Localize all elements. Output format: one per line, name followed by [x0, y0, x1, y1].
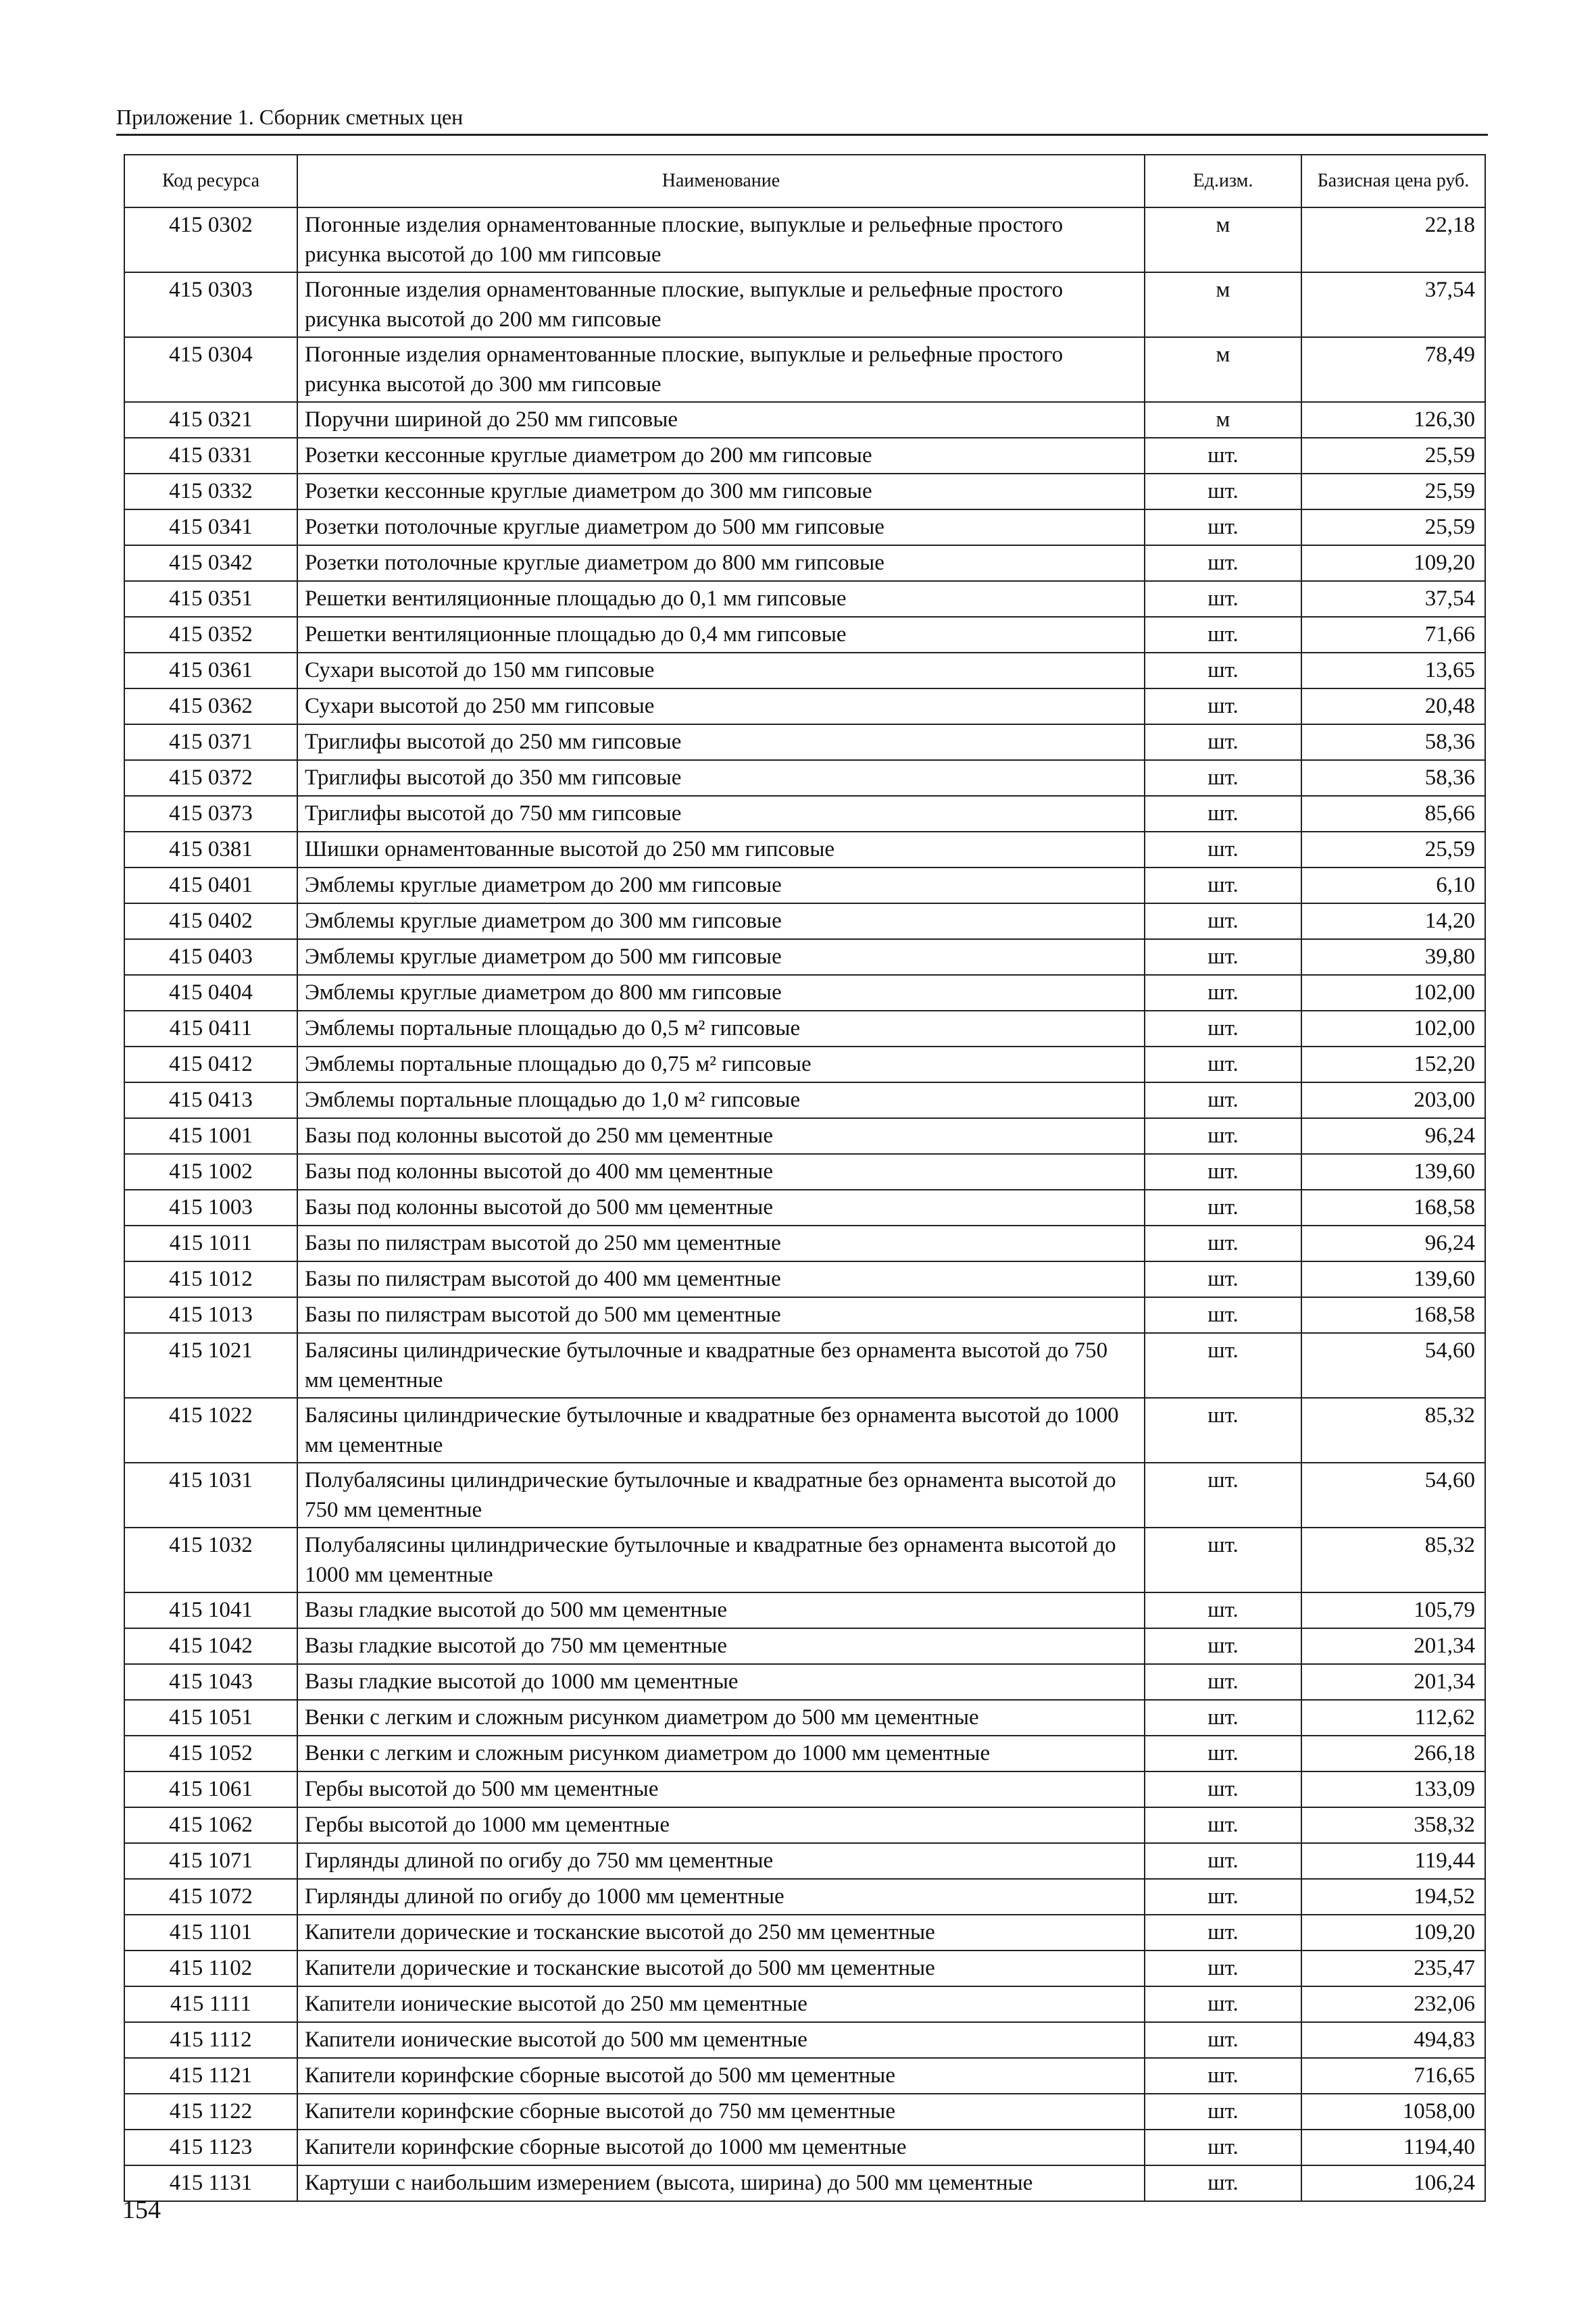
item-name: Розетки кессонные круглые диаметром до 300 мм гипсовые: [297, 474, 1145, 509]
base-price: 58,36: [1301, 760, 1485, 796]
resource-code: 415 0372: [124, 760, 297, 796]
item-name: Гербы высотой до 1000 мм цементные: [297, 1807, 1145, 1843]
price-table: [124, 154, 1486, 2202]
resource-code: 415 1021: [124, 1333, 297, 1398]
item-name: Вазы гладкие высотой до 500 мм цементные: [297, 1592, 1145, 1628]
resource-code: 415 1123: [124, 2130, 297, 2165]
base-price: 13,65: [1301, 653, 1485, 688]
unit: шт.: [1145, 939, 1301, 975]
base-price: 194,52: [1301, 1879, 1485, 1915]
base-price: 201,34: [1301, 1664, 1485, 1700]
base-price: 235,47: [1301, 1951, 1485, 1986]
resource-code: 415 1062: [124, 1807, 297, 1843]
unit: шт.: [1145, 2058, 1301, 2094]
resource-code: 415 1131: [124, 2165, 297, 2201]
table-row: [124, 760, 1485, 796]
resource-code: 415 0361: [124, 653, 297, 688]
unit: шт.: [1145, 1951, 1301, 1986]
item-name: Эмблемы круглые диаметром до 500 мм гипсовые: [297, 939, 1145, 975]
base-price: 54,60: [1301, 1463, 1485, 1528]
unit: шт.: [1145, 1528, 1301, 1592]
table-row: [124, 2022, 1485, 2058]
table-row: [124, 581, 1485, 617]
unit: шт.: [1145, 1879, 1301, 1915]
base-price: 78,49: [1301, 337, 1485, 402]
item-name: Базы под колонны высотой до 400 мм цементные: [297, 1154, 1145, 1190]
table-row: [124, 402, 1485, 438]
column-header-code: Код ресурса: [124, 155, 297, 207]
unit: шт.: [1145, 1700, 1301, 1736]
resource-code: 415 0341: [124, 509, 297, 545]
table-row: [124, 2058, 1485, 2094]
unit: шт.: [1145, 1398, 1301, 1463]
unit: шт.: [1145, 2094, 1301, 2130]
base-price: 25,59: [1301, 509, 1485, 545]
resource-code: 415 0371: [124, 724, 297, 760]
resource-code: 415 1112: [124, 2022, 297, 2058]
resource-code: 415 1013: [124, 1297, 297, 1333]
base-price: 203,00: [1301, 1082, 1485, 1118]
base-price: 85,66: [1301, 796, 1485, 832]
unit: шт.: [1145, 1843, 1301, 1879]
table-row: [124, 867, 1485, 903]
resource-code: 415 1052: [124, 1736, 297, 1771]
item-name: Балясины цилиндрические бутылочные и квадратные без орнамента высотой до 1000 мм цементные: [297, 1398, 1145, 1463]
base-price: 25,59: [1301, 832, 1485, 867]
unit: шт.: [1145, 1297, 1301, 1333]
unit: шт.: [1145, 581, 1301, 617]
unit: шт.: [1145, 2022, 1301, 2058]
unit: шт.: [1145, 1628, 1301, 1664]
base-price: 54,60: [1301, 1333, 1485, 1398]
unit: шт.: [1145, 509, 1301, 545]
item-name: Триглифы высотой до 750 мм гипсовые: [297, 796, 1145, 832]
table-row: [124, 1592, 1485, 1628]
item-name: Погонные изделия орнаментованные плоские, выпуклые и рельефные простого рисунка высотой до 200 мм гипсовые: [297, 272, 1145, 337]
table-row: [124, 1154, 1485, 1190]
resource-code: 415 0303: [124, 272, 297, 337]
unit: шт.: [1145, 1736, 1301, 1771]
unit: шт.: [1145, 1190, 1301, 1226]
resource-code: 415 0351: [124, 581, 297, 617]
item-name: Капители коринфские сборные высотой до 1000 мм цементные: [297, 2130, 1145, 2165]
base-price: 201,34: [1301, 1628, 1485, 1664]
table-row: [124, 1807, 1485, 1843]
table-row: [124, 1190, 1485, 1226]
base-price: 133,09: [1301, 1771, 1485, 1807]
column-header-unit: Ед.изм.: [1145, 155, 1301, 207]
item-name: Решетки вентиляционные площадью до 0,4 мм гипсовые: [297, 617, 1145, 653]
base-price: 22,18: [1301, 207, 1485, 272]
table-row: [124, 2094, 1485, 2130]
item-name: Базы по пилястрам высотой до 500 мм цементные: [297, 1297, 1145, 1333]
unit: шт.: [1145, 474, 1301, 509]
table-row: [124, 2165, 1485, 2201]
unit: шт.: [1145, 1771, 1301, 1807]
table-row: [124, 1771, 1485, 1807]
item-name: Полубалясины цилиндрические бутылочные и квадратные без орнамента высотой до 1000 мм цементные: [297, 1528, 1145, 1592]
table-row: [124, 1333, 1485, 1398]
item-name: Венки с легким и сложным рисунком диаметром до 500 мм цементные: [297, 1700, 1145, 1736]
unit: шт.: [1145, 1807, 1301, 1843]
item-name: Базы под колонны высотой до 500 мм цементные: [297, 1190, 1145, 1226]
base-price: 119,44: [1301, 1843, 1485, 1879]
table-row: [124, 724, 1485, 760]
resource-code: 415 0412: [124, 1047, 297, 1082]
base-price: 494,83: [1301, 2022, 1485, 2058]
unit: шт.: [1145, 1592, 1301, 1628]
item-name: Базы по пилястрам высотой до 400 мм цементные: [297, 1261, 1145, 1297]
base-price: 139,60: [1301, 1261, 1485, 1297]
resource-code: 415 0403: [124, 939, 297, 975]
item-name: Полубалясины цилиндрические бутылочные и квадратные без орнамента высотой до 750 мм цементные: [297, 1463, 1145, 1528]
item-name: Капители ионические высотой до 500 мм цементные: [297, 2022, 1145, 2058]
item-name: Гербы высотой до 500 мм цементные: [297, 1771, 1145, 1807]
column-header-price: Базисная цена руб.: [1301, 155, 1485, 207]
resource-code: 415 0404: [124, 975, 297, 1011]
base-price: 20,48: [1301, 688, 1485, 724]
table-body: [124, 207, 1485, 2201]
base-price: 58,36: [1301, 724, 1485, 760]
table-header-row: [124, 155, 1485, 207]
base-price: 37,54: [1301, 581, 1485, 617]
item-name: Картуши с наибольшим измерением (высота, ширина) до 500 мм цементные: [297, 2165, 1145, 2201]
item-name: Гирлянды длиной по огибу до 1000 мм цементные: [297, 1879, 1145, 1915]
item-name: Розетки потолочные круглые диаметром до 500 мм гипсовые: [297, 509, 1145, 545]
item-name: Шишки орнаментованные высотой до 250 мм гипсовые: [297, 832, 1145, 867]
resource-code: 415 1111: [124, 1986, 297, 2022]
table-row: [124, 272, 1485, 337]
unit: шт.: [1145, 545, 1301, 581]
base-price: 37,54: [1301, 272, 1485, 337]
table-row: [124, 688, 1485, 724]
item-name: Венки с легким и сложным рисунком диаметром до 1000 мм цементные: [297, 1736, 1145, 1771]
unit: шт.: [1145, 760, 1301, 796]
resource-code: 415 0411: [124, 1011, 297, 1047]
table-row: [124, 653, 1485, 688]
base-price: 109,20: [1301, 1915, 1485, 1951]
unit: шт.: [1145, 1986, 1301, 2022]
item-name: Базы под колонны высотой до 250 мм цементные: [297, 1118, 1145, 1154]
table-row: [124, 1628, 1485, 1664]
resource-code: 415 1102: [124, 1951, 297, 1986]
item-name: Вазы гладкие высотой до 1000 мм цементные: [297, 1664, 1145, 1700]
table-row: [124, 1463, 1485, 1528]
unit: шт.: [1145, 1226, 1301, 1261]
base-price: 71,66: [1301, 617, 1485, 653]
table-row: [124, 1297, 1485, 1333]
base-price: 139,60: [1301, 1154, 1485, 1190]
table-row: [124, 903, 1485, 939]
item-name: Поручни шириной до 250 мм гипсовые: [297, 402, 1145, 438]
table-row: [124, 545, 1485, 581]
unit: шт.: [1145, 2165, 1301, 2201]
base-price: 102,00: [1301, 1011, 1485, 1047]
table-row: [124, 1879, 1485, 1915]
base-price: 102,00: [1301, 975, 1485, 1011]
resource-code: 415 1101: [124, 1915, 297, 1951]
base-price: 168,58: [1301, 1297, 1485, 1333]
item-name: Эмблемы портальные площадью до 0,75 м² гипсовые: [297, 1047, 1145, 1082]
table-row: [124, 509, 1485, 545]
table-row: [124, 1951, 1485, 1986]
resource-code: 415 0302: [124, 207, 297, 272]
unit: шт.: [1145, 1154, 1301, 1190]
item-name: Сухари высотой до 150 мм гипсовые: [297, 653, 1145, 688]
unit: шт.: [1145, 796, 1301, 832]
resource-code: 415 1003: [124, 1190, 297, 1226]
table-row: [124, 2130, 1485, 2165]
base-price: 106,24: [1301, 2165, 1485, 2201]
page-header: Приложение 1. Сборник сметных цен: [116, 101, 1488, 136]
base-price: 266,18: [1301, 1736, 1485, 1771]
unit: шт.: [1145, 1082, 1301, 1118]
base-price: 96,24: [1301, 1226, 1485, 1261]
item-name: Капители дорические и тосканские высотой до 250 мм цементные: [297, 1915, 1145, 1951]
base-price: 85,32: [1301, 1528, 1485, 1592]
unit: м: [1145, 402, 1301, 438]
table-row: [124, 796, 1485, 832]
base-price: 85,32: [1301, 1398, 1485, 1463]
item-name: Капители дорические и тосканские высотой до 500 мм цементные: [297, 1951, 1145, 1986]
item-name: Сухари высотой до 250 мм гипсовые: [297, 688, 1145, 724]
unit: шт.: [1145, 617, 1301, 653]
table-row: [124, 1700, 1485, 1736]
resource-code: 415 0331: [124, 438, 297, 474]
table-row: [124, 1047, 1485, 1082]
unit: шт.: [1145, 975, 1301, 1011]
base-price: 25,59: [1301, 474, 1485, 509]
base-price: 232,06: [1301, 1986, 1485, 2022]
unit: м: [1145, 207, 1301, 272]
resource-code: 415 1122: [124, 2094, 297, 2130]
table-row: [124, 1082, 1485, 1118]
item-name: Триглифы высотой до 350 мм гипсовые: [297, 760, 1145, 796]
unit: шт.: [1145, 1261, 1301, 1297]
table-row: [124, 1843, 1485, 1879]
resource-code: 415 1031: [124, 1463, 297, 1528]
resource-code: 415 1042: [124, 1628, 297, 1664]
item-name: Вазы гладкие высотой до 750 мм цементные: [297, 1628, 1145, 1664]
table-row: [124, 1528, 1485, 1592]
item-name: Розетки потолочные круглые диаметром до 800 мм гипсовые: [297, 545, 1145, 581]
unit: м: [1145, 272, 1301, 337]
unit: шт.: [1145, 832, 1301, 867]
resource-code: 415 0321: [124, 402, 297, 438]
base-price: 358,32: [1301, 1807, 1485, 1843]
unit: м: [1145, 337, 1301, 402]
resource-code: 415 0332: [124, 474, 297, 509]
table-row: [124, 1226, 1485, 1261]
base-price: 14,20: [1301, 903, 1485, 939]
resource-code: 415 0352: [124, 617, 297, 653]
item-name: Капители коринфские сборные высотой до 500 мм цементные: [297, 2058, 1145, 2094]
item-name: Розетки кессонные круглые диаметром до 200 мм гипсовые: [297, 438, 1145, 474]
unit: шт.: [1145, 1011, 1301, 1047]
unit: шт.: [1145, 1664, 1301, 1700]
table-row: [124, 832, 1485, 867]
item-name: Базы по пилястрам высотой до 250 мм цементные: [297, 1226, 1145, 1261]
table-row: [124, 1915, 1485, 1951]
resource-code: 415 1012: [124, 1261, 297, 1297]
unit: шт.: [1145, 1047, 1301, 1082]
table-row: [124, 939, 1485, 975]
item-name: Эмблемы круглые диаметром до 200 мм гипсовые: [297, 867, 1145, 903]
unit: шт.: [1145, 903, 1301, 939]
table-row: [124, 1986, 1485, 2022]
resource-code: 415 1061: [124, 1771, 297, 1807]
table-row: [124, 617, 1485, 653]
resource-code: 415 0362: [124, 688, 297, 724]
resource-code: 415 1032: [124, 1528, 297, 1592]
base-price: 39,80: [1301, 939, 1485, 975]
unit: шт.: [1145, 1118, 1301, 1154]
base-price: 126,30: [1301, 402, 1485, 438]
resource-code: 415 0304: [124, 337, 297, 402]
table-row: [124, 1118, 1485, 1154]
resource-code: 415 1071: [124, 1843, 297, 1879]
item-name: Капители ионические высотой до 250 мм цементные: [297, 1986, 1145, 2022]
resource-code: 415 0401: [124, 867, 297, 903]
table-row: [124, 975, 1485, 1011]
table-row: [124, 1664, 1485, 1700]
base-price: 109,20: [1301, 545, 1485, 581]
table-row: [124, 474, 1485, 509]
item-name: Балясины цилиндрические бутылочные и квадратные без орнамента высотой до 750 мм цементные: [297, 1333, 1145, 1398]
unit: шт.: [1145, 688, 1301, 724]
resource-code: 415 1121: [124, 2058, 297, 2094]
resource-code: 415 0413: [124, 1082, 297, 1118]
table-row: [124, 1736, 1485, 1771]
table-row: [124, 1261, 1485, 1297]
item-name: Эмблемы круглые диаметром до 800 мм гипсовые: [297, 975, 1145, 1011]
item-name: Эмблемы круглые диаметром до 300 мм гипсовые: [297, 903, 1145, 939]
resource-code: 415 1072: [124, 1879, 297, 1915]
base-price: 112,62: [1301, 1700, 1485, 1736]
item-name: Погонные изделия орнаментованные плоские, выпуклые и рельефные простого рисунка высотой до 300 мм гипсовые: [297, 337, 1145, 402]
page-number: 154: [122, 2196, 161, 2224]
table-row: [124, 337, 1485, 402]
resource-code: 415 0373: [124, 796, 297, 832]
item-name: Капители коринфские сборные высотой до 750 мм цементные: [297, 2094, 1145, 2130]
item-name: Эмблемы портальные площадью до 1,0 м² гипсовые: [297, 1082, 1145, 1118]
unit: шт.: [1145, 438, 1301, 474]
unit: шт.: [1145, 867, 1301, 903]
base-price: 168,58: [1301, 1190, 1485, 1226]
base-price: 105,79: [1301, 1592, 1485, 1628]
column-header-name: Наименование: [297, 155, 1145, 207]
unit: шт.: [1145, 724, 1301, 760]
resource-code: 415 1022: [124, 1398, 297, 1463]
table-row: [124, 438, 1485, 474]
resource-code: 415 1041: [124, 1592, 297, 1628]
base-price: 152,20: [1301, 1047, 1485, 1082]
base-price: 96,24: [1301, 1118, 1485, 1154]
item-name: Эмблемы портальные площадью до 0,5 м² гипсовые: [297, 1011, 1145, 1047]
resource-code: 415 0381: [124, 832, 297, 867]
item-name: Погонные изделия орнаментованные плоские, выпуклые и рельефные простого рисунка высотой до 100 мм гипсовые: [297, 207, 1145, 272]
table-row: [124, 207, 1485, 272]
resource-code: 415 0402: [124, 903, 297, 939]
base-price: 716,65: [1301, 2058, 1485, 2094]
unit: шт.: [1145, 1915, 1301, 1951]
resource-code: 415 1011: [124, 1226, 297, 1261]
base-price: 25,59: [1301, 438, 1485, 474]
unit: шт.: [1145, 2130, 1301, 2165]
base-price: 1058,00: [1301, 2094, 1485, 2130]
base-price: 6,10: [1301, 867, 1485, 903]
resource-code: 415 1002: [124, 1154, 297, 1190]
resource-code: 415 1001: [124, 1118, 297, 1154]
base-price: 1194,40: [1301, 2130, 1485, 2165]
resource-code: 415 1043: [124, 1664, 297, 1700]
item-name: Гирлянды длиной по огибу до 750 мм цементные: [297, 1843, 1145, 1879]
item-name: Триглифы высотой до 250 мм гипсовые: [297, 724, 1145, 760]
table-row: [124, 1011, 1485, 1047]
unit: шт.: [1145, 1463, 1301, 1528]
unit: шт.: [1145, 653, 1301, 688]
resource-code: 415 1051: [124, 1700, 297, 1736]
table-row: [124, 1398, 1485, 1463]
resource-code: 415 0342: [124, 545, 297, 581]
item-name: Решетки вентиляционные площадью до 0,1 мм гипсовые: [297, 581, 1145, 617]
unit: шт.: [1145, 1333, 1301, 1398]
